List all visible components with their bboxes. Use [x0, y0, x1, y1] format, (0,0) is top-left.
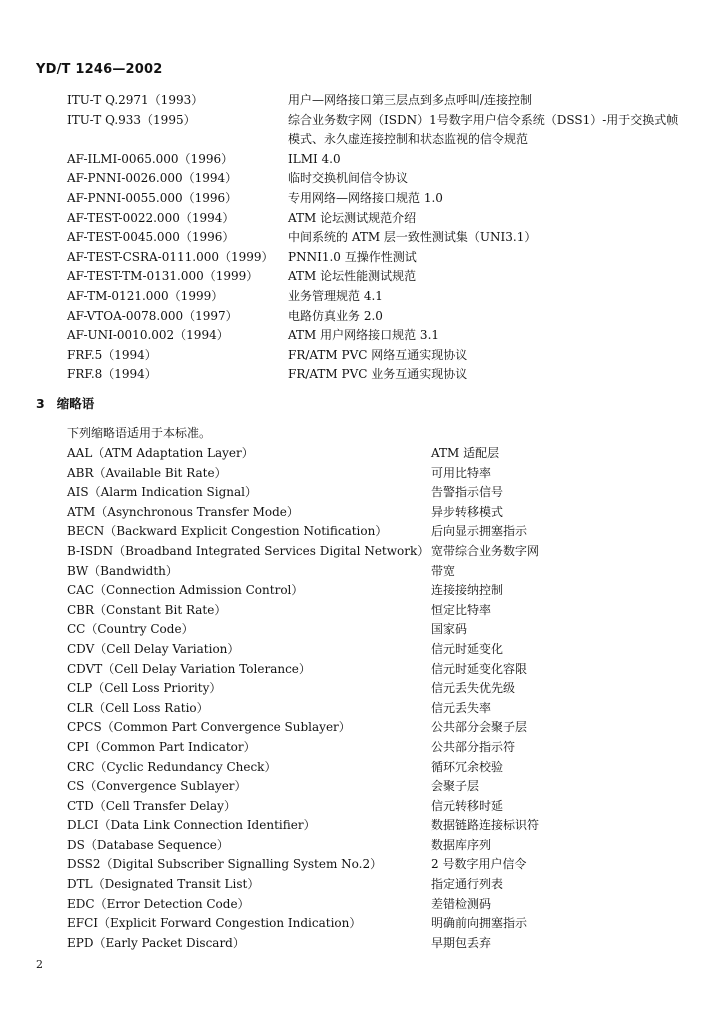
- abbreviation-meaning: 国家码: [431, 622, 468, 637]
- abbreviation-item: [67, 914, 687, 934]
- reference-code: AF-TEST-0022.000（1994）: [67, 210, 235, 225]
- abbreviation-meaning: 公共部分指示符: [431, 739, 516, 754]
- reference-title: ATM 论坛测试规范介绍: [288, 210, 417, 225]
- reference-title: 综合业务数字网（ISDN）1号数字用户信令系统（DSS1）-用于交换式帧模式、永久虚连接控制和状态监视的信令规范: [288, 112, 679, 147]
- reference-code: AF-UNI-0010.002（1994）: [67, 328, 229, 343]
- abbreviation-term: DTL（Designated Transit List）: [67, 877, 260, 892]
- abbreviation-list: [67, 444, 687, 953]
- abbreviation-meaning: 循环冗余校验: [431, 759, 504, 774]
- abbreviation-term: EPD（Early Packet Discard）: [67, 935, 245, 950]
- reference-item: [67, 111, 687, 150]
- reference-title: FR/ATM PVC 业务互通实现协议: [288, 367, 468, 382]
- abbreviation-meaning: 公共部分会聚子层: [431, 720, 528, 735]
- reference-item: [67, 365, 687, 385]
- section-title: 缩略语: [56, 396, 95, 411]
- abbreviation-term: BW（Bandwidth）: [67, 563, 178, 578]
- abbreviation-item: [67, 679, 687, 699]
- abbreviation-item: [67, 758, 687, 778]
- abbreviation-item: [67, 816, 687, 836]
- reference-title: 临时交换机间信令协议: [288, 171, 409, 186]
- reference-title: ILMI 4.0: [288, 151, 341, 166]
- abbreviation-item: [67, 620, 687, 640]
- reference-title: 业务管理规范 4.1: [288, 288, 383, 303]
- abbreviation-meaning: 后向显示拥塞指示: [431, 524, 528, 539]
- abbreviation-meaning: 指定通行列表: [431, 877, 504, 892]
- abbreviation-term: BECN（Backward Explicit Congestion Notification）: [67, 524, 388, 539]
- section-heading: [36, 394, 94, 412]
- reference-item: [67, 346, 687, 366]
- abbreviation-meaning: 差错检测码: [431, 896, 492, 911]
- abbreviation-term: CDV（Cell Delay Variation）: [67, 641, 240, 656]
- page-number: 2: [36, 958, 43, 971]
- abbreviation-item: [67, 777, 687, 797]
- reference-item: [67, 287, 687, 307]
- reference-code: AF-TEST-TM-0131.000（1999）: [67, 269, 259, 284]
- abbreviation-item: [67, 875, 687, 895]
- abbreviation-item: [67, 464, 687, 484]
- abbreviation-term: DS（Database Sequence）: [67, 837, 229, 852]
- reference-code: AF-PNNI-0026.000（1994）: [67, 171, 238, 186]
- reference-item: [67, 150, 687, 170]
- abbreviation-term: DLCI（Data Link Connection Identifier）: [67, 818, 316, 833]
- reference-item: [67, 169, 687, 189]
- reference-item: [67, 248, 687, 268]
- abbreviation-term: EFCI（Explicit Forward Congestion Indication）: [67, 916, 362, 931]
- reference-code: AF-TM-0121.000（1999）: [67, 288, 224, 303]
- abbreviation-meaning: 宽带综合业务数字网: [431, 543, 540, 558]
- reference-code: AF-ILMI-0065.000（1996）: [67, 151, 234, 166]
- abbreviation-item: [67, 718, 687, 738]
- abbreviation-item: [67, 934, 687, 954]
- abbreviation-meaning: 信元时延变化容限: [431, 661, 528, 676]
- abbreviation-item: [67, 601, 687, 621]
- reference-title: 专用网络—网络接口规范 1.0: [288, 190, 443, 205]
- abbreviation-term: ATM（Asynchronous Transfer Mode）: [67, 504, 299, 519]
- abbreviation-meaning: 早期包丢弃: [431, 935, 492, 950]
- abbreviation-term: AIS（Alarm Indication Signal）: [67, 485, 257, 500]
- reference-code: AF-PNNI-0055.000（1996）: [67, 190, 238, 205]
- abbreviation-term: CPCS（Common Part Convergence Sublayer）: [67, 720, 351, 735]
- section-number: 3: [36, 396, 45, 411]
- abbreviation-item: [67, 581, 687, 601]
- abbreviation-term: ABR（Available Bit Rate）: [67, 465, 227, 480]
- reference-title: 用户—网络接口第三层点到多点呼叫/连接控制: [288, 93, 533, 107]
- reference-item: [67, 91, 687, 111]
- abbreviation-item: [67, 836, 687, 856]
- abbreviation-term: CTD（Cell Transfer Delay）: [67, 798, 236, 813]
- reference-list: [67, 91, 687, 385]
- abbreviation-meaning: 信元丢失优先级: [431, 681, 516, 696]
- abbreviation-meaning: 信元转移时延: [431, 798, 504, 813]
- abbreviation-meaning: 带宽: [431, 563, 456, 578]
- reference-item: [67, 267, 687, 287]
- document-header: YD/T 1246—2002: [36, 62, 163, 77]
- reference-code: AF-VTOA-0078.000（1997）: [67, 308, 238, 323]
- abbreviation-meaning: ATM 适配层: [431, 446, 500, 460]
- reference-title: 电路仿真业务 2.0: [288, 308, 383, 323]
- reference-item: [67, 209, 687, 229]
- reference-code: ITU-T Q.933（1995）: [67, 112, 196, 127]
- reference-title: PNNI1.0 互操作性测试: [288, 249, 417, 264]
- abbreviation-item: [67, 522, 687, 542]
- abbreviation-item: [67, 738, 687, 758]
- abbreviation-term: CRC（Cyclic Redundancy Check）: [67, 759, 277, 774]
- abbreviation-item: [67, 855, 687, 875]
- abbreviation-term: DSS2（Digital Subscriber Signalling System No.2）: [67, 857, 383, 872]
- abbreviation-meaning: 会聚子层: [431, 779, 480, 794]
- abbreviation-item: [67, 483, 687, 503]
- reference-title: ATM 用户网络接口规范 3.1: [288, 328, 440, 343]
- abbreviation-meaning: 信元丢失率: [431, 700, 492, 715]
- reference-item: [67, 228, 687, 248]
- abbreviation-term: EDC（Error Detection Code）: [67, 896, 250, 911]
- intro-text: 下列缩略语适用于本标准。: [67, 426, 212, 440]
- abbreviation-item: [67, 640, 687, 660]
- abbreviation-meaning: 数据链路连接标识符: [431, 818, 540, 833]
- reference-code: FRF.5（1994）: [67, 347, 157, 362]
- reference-title: 中间系统的 ATM 层一致性测试集（UNI3.1）: [288, 230, 537, 245]
- abbreviation-term: CDVT（Cell Delay Variation Tolerance）: [67, 661, 311, 676]
- abbreviation-term: CS（Convergence Sublayer）: [67, 779, 247, 794]
- abbreviation-term: AAL（ATM Adaptation Layer）: [67, 446, 254, 460]
- abbreviation-meaning: 2 号数字用户信令: [431, 857, 527, 872]
- abbreviation-meaning: 明确前向拥塞指示: [431, 916, 528, 931]
- abbreviation-meaning: 可用比特率: [431, 465, 492, 480]
- abbreviation-term: CLR（Cell Loss Ratio）: [67, 700, 209, 715]
- reference-item: [67, 326, 687, 346]
- abbreviation-item: [67, 562, 687, 582]
- reference-code: FRF.8（1994）: [67, 367, 157, 382]
- reference-item: [67, 307, 687, 327]
- abbreviation-term: CPI（Common Part Indicator）: [67, 739, 256, 754]
- reference-title: ATM 论坛性能测试规范: [288, 269, 417, 284]
- abbreviation-item: [67, 444, 687, 464]
- abbreviation-meaning: 信元时延变化: [431, 641, 504, 656]
- abbreviation-term: CC（Country Code）: [67, 622, 194, 637]
- reference-item: [67, 189, 687, 209]
- abbreviation-term: CAC（Connection Admission Control）: [67, 583, 304, 598]
- abbreviation-meaning: 告警指示信号: [431, 485, 504, 500]
- abbreviation-term: CBR（Constant Bit Rate）: [67, 602, 227, 617]
- abbreviation-meaning: 数据库序列: [431, 837, 492, 852]
- abbreviation-item: [67, 895, 687, 915]
- abbreviation-item: [67, 660, 687, 680]
- reference-code: ITU-T Q.2971（1993）: [67, 93, 204, 107]
- abbreviation-item: [67, 699, 687, 719]
- abbreviation-item: [67, 503, 687, 523]
- abbreviation-meaning: 恒定比特率: [431, 602, 492, 617]
- abbreviation-item: [67, 542, 687, 562]
- abbreviation-term: CLP（Cell Loss Priority）: [67, 681, 222, 696]
- abbreviation-meaning: 异步转移模式: [431, 504, 504, 519]
- reference-code: AF-TEST-0045.000（1996）: [67, 230, 235, 245]
- abbreviation-term: B-ISDN（Broadband Integrated Services Digital Network）: [67, 543, 430, 558]
- reference-code: AF-TEST-CSRA-0111.000（1999）: [67, 249, 274, 264]
- abbreviation-item: [67, 797, 687, 817]
- reference-title: FR/ATM PVC 网络互通实现协议: [288, 347, 468, 362]
- abbreviation-meaning: 连接接纳控制: [431, 583, 504, 598]
